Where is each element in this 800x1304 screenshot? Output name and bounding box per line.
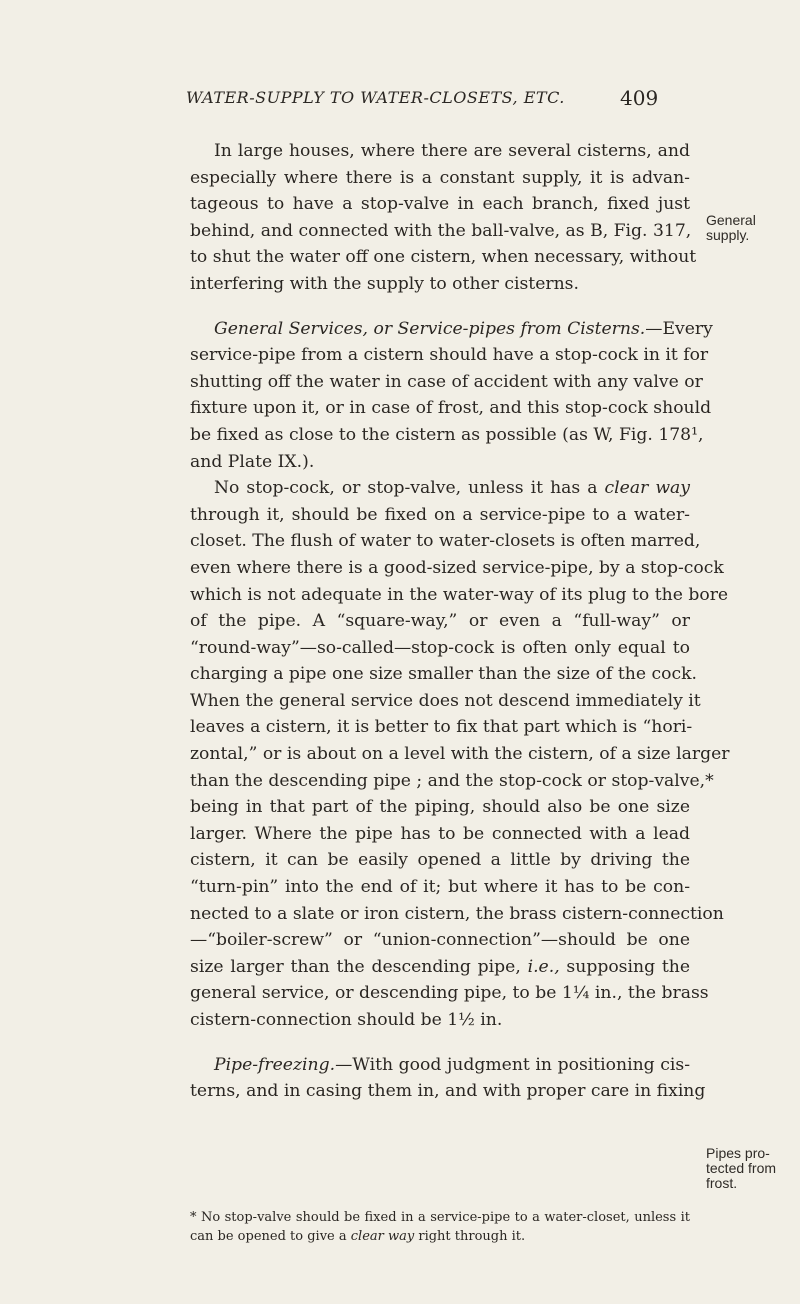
text-line: through it, should be fixed on a service-pipe to a water-: [190, 504, 690, 525]
text-line: zontal,” or is about on a level with the cistern, of a size larger: [190, 744, 730, 765]
text-line: general service, or descending pipe, to be 1¼ in., the brass: [190, 983, 709, 1004]
text-line: cistern-connection should be 1½ in.: [190, 1010, 503, 1030]
running-head: WATER-SUPPLY TO WATER-CLOSETS, ETC.: [186, 88, 565, 107]
text-line: service-pipe from a cistern should have a stop-cock in it for: [190, 345, 709, 366]
text-line: cistern, it can be easily opened a little by driving the: [190, 850, 690, 871]
footnote: [190, 1208, 690, 1246]
text-line: which is not adequate in the water-way of its plug to the bore: [190, 584, 729, 605]
text-line: closet. The flush of water to water-closets is often marred,: [190, 531, 701, 552]
text-line: and Plate IX.).: [190, 451, 315, 472]
text-line: In large houses, where there are several cisterns, and: [214, 141, 690, 161]
text-line: shutting off the water in case of accident with any valve or: [190, 371, 703, 392]
text-line: of the pipe. A “square-way,” or even a “full-way” or: [190, 611, 690, 632]
text-line: even where there is a good-sized service-pipe, by a stop-cock: [190, 557, 724, 578]
text-line: fixture upon it, or in case of frost, and this stop-cock should: [190, 398, 712, 419]
text-line: Pipe-freezing.—With good judgment in positioning cis-: [214, 1054, 690, 1075]
section-heading-general-services: General Services, or Service-pipes from Cisterns.: [214, 318, 646, 339]
text-line: nected to a slate or iron cistern, the brass cistern-connection: [190, 903, 724, 924]
text-line: being in that part of the piping, should also be one size: [190, 797, 690, 818]
page-number: 409: [620, 86, 659, 110]
footnote-line: can be opened to give a clear way right through it.: [190, 1229, 526, 1244]
margin-note-general-supply: General supply.: [706, 212, 756, 243]
text-line: terns, and in casing them in, and with proper care in fixing: [190, 1081, 706, 1102]
footnote-line: * No stop-valve should be fixed in a service-pipe to a water-closet, unless it: [190, 1210, 690, 1225]
text-line: behind, and connected with the ball-valve, as B, Fig. 317,: [190, 220, 692, 241]
text-line: tageous to have a stop-valve in each branch, fixed just: [190, 194, 690, 215]
text-line: size larger than the descending pipe, i.e., supposing the: [190, 956, 690, 977]
body-text: [190, 138, 730, 1105]
text-line: No stop-cock, or stop-valve, unless it has a clear way: [214, 478, 690, 499]
text-line: leaves a cistern, it is better to fix that part which is “hori-: [190, 717, 693, 738]
text-line: than the descending pipe ; and the stop-cock or stop-valve,*: [190, 770, 714, 791]
text-line: “turn-pin” into the end of it; but where it has to be con-: [190, 877, 690, 898]
text-line: especially where there is a constant supply, it is advan-: [190, 167, 690, 188]
text-line: interfering with the supply to other cisterns.: [190, 273, 579, 294]
text-line: larger. Where the pipe has to be connected with a lead: [190, 823, 690, 844]
text-line: When the general service does not descend immediately it: [190, 690, 701, 711]
text-line: charging a pipe one size smaller than the size of the cock.: [190, 664, 697, 685]
text-line: to shut the water off one cistern, when necessary, without: [190, 247, 697, 268]
section-heading-pipe-freezing: Pipe-freezing.: [214, 1054, 336, 1075]
text-line: —“boiler-screw” or “union-connection”—should be one: [190, 930, 690, 951]
text-line: General Services, or Service-pipes from Cisterns.—Every: [214, 318, 713, 339]
margin-note-pipes-protected: Pipes pro- tected from frost.: [706, 1145, 777, 1191]
text-line: “round-way”—so-called—stop-cock is often only equal to: [190, 637, 690, 658]
text-line: be fixed as close to the cistern as possible (as W, Fig. 178¹,: [190, 424, 704, 445]
